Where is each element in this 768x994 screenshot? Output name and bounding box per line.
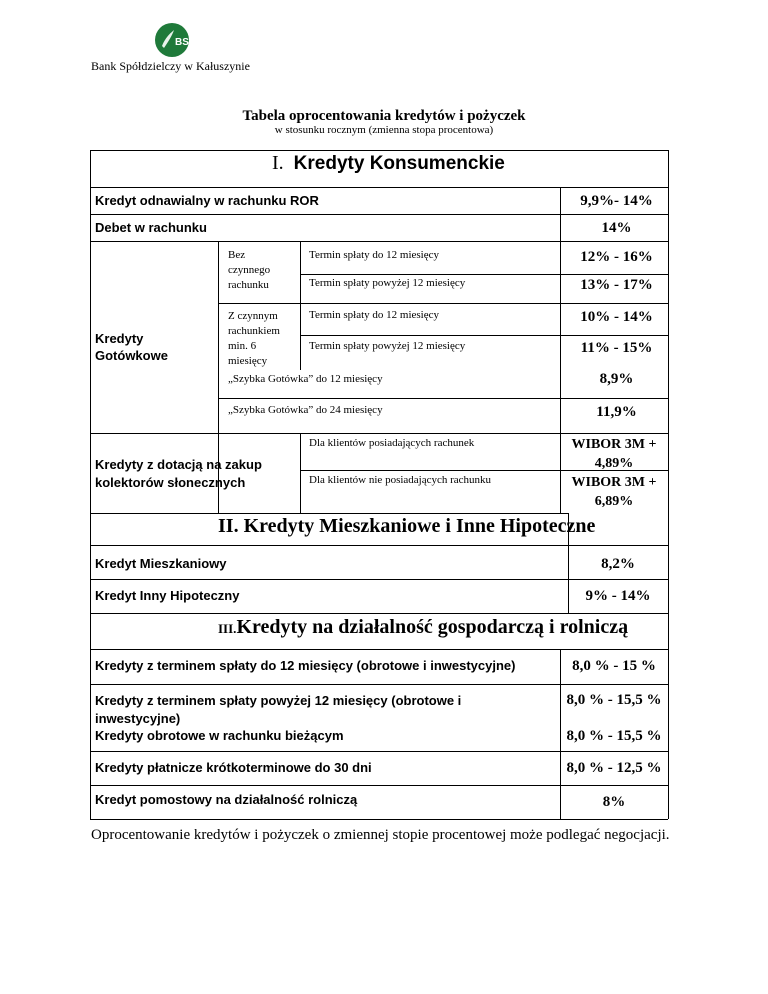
mieszkaniowy-value: 8,2% (601, 556, 635, 572)
debet-value: 14% (601, 220, 632, 236)
section-3-heading (218, 616, 628, 639)
gotowkowe-label-line2: Gotówkowe (95, 348, 168, 363)
dotacja-label-line1: Kredyty z dotacją na zakup (95, 457, 262, 472)
biz-row-1-label: Kredyty z terminem spłaty do 12 miesięcy (obrotowe i inwestycyjne) (95, 658, 516, 673)
szybka-24-value: 11,9% (596, 404, 637, 420)
logo-text: BS (175, 37, 189, 48)
hipoteczny-label: Kredyt Inny Hipoteczny (95, 588, 240, 603)
table-border-left (90, 150, 91, 819)
document-subtitle: w stosunku rocznym (zmienna stopa procentowa) (274, 124, 494, 136)
bez-line2: czynnego (228, 264, 271, 276)
szybka-12-label: „Szybka Gotówka” do 12 miesięcy (228, 373, 383, 385)
biz-row-2-label-l1: Kredyty z terminem spłaty powyżej 12 miesięcy (obrotowe i (95, 693, 462, 708)
dotacja-with-value (560, 435, 668, 473)
dotacja-without-value (560, 473, 668, 511)
table-border-right (668, 150, 669, 819)
biz-row-4-label: Kredyty płatnicze krótkoterminowe do 30 dni (95, 760, 372, 775)
bez-line3: rachunku (228, 279, 269, 291)
bank-name: Bank Spółdzielczy w Kałuszynie (91, 59, 250, 73)
biz-row-2-value: 8,0 % - 15,5 % (566, 692, 662, 708)
section-3-number: III. (218, 621, 237, 636)
z-term-12: Termin spłaty do 12 miesięcy (309, 309, 439, 321)
ror-value: 9,9%- 14% (580, 193, 653, 209)
hipoteczny-value: 9% - 14% (585, 588, 651, 604)
z-rachunkiem-label (228, 309, 280, 369)
biz-row-5-value: 8% (602, 794, 626, 810)
z-line4: miesięcy (228, 355, 268, 367)
biz-row-4-value: 8,0 % - 12,5 % (566, 760, 662, 776)
dotacja-with-value-l1: WIBOR 3M + (571, 437, 657, 452)
z-term-over12: Termin spłaty powyżej 12 miesięcy (309, 340, 466, 352)
section-2-title: II. Kredyty Mieszkaniowe i Inne Hipoteczne (218, 515, 596, 537)
mieszkaniowy-label: Kredyt Mieszkaniowy (95, 556, 227, 571)
biz-row-3-label: Kredyty obrotowe w rachunku bieżącym (95, 728, 344, 743)
bez-term-over12-value: 13% - 17% (580, 277, 653, 293)
biz-row-1-value: 8,0 % - 15 % (572, 658, 656, 674)
biz-row-2-label (95, 692, 461, 728)
bez-line1: Bez (228, 249, 246, 261)
gotowkowe-label-line1: Kredyty (95, 331, 144, 346)
bez-term-over12: Termin spłaty powyżej 12 miesięcy (309, 277, 466, 289)
dotacja-without-value-l1: WIBOR 3M + (571, 475, 657, 490)
bez-term-12: Termin spłaty do 12 miesięcy (309, 249, 439, 261)
bez-rachunku-label (228, 248, 270, 293)
z-line3: min. 6 (228, 340, 257, 352)
dotacja-without-value-l2: 6,89% (594, 494, 634, 509)
document-title: Tabela oprocentowania kredytów i pożyczek (242, 108, 526, 124)
biz-row-5-label: Kredyt pomostowy na działalność rolniczą (95, 792, 358, 807)
szybka-24-label: „Szybka Gotówka” do 24 miesięcy (228, 404, 383, 416)
z-line2: rachunkiem (228, 325, 280, 337)
section-1-heading (272, 152, 505, 175)
debet-label: Debet w rachunku (95, 220, 207, 235)
z-term-12-value: 10% - 14% (580, 309, 653, 325)
z-line1: Z czynnym (228, 310, 278, 322)
section-1-title: Kredyty Konsumenckie (293, 153, 505, 174)
z-term-over12-value: 11% - 15% (580, 340, 653, 356)
dotacja-label-line2: kolektorów słonecznych (95, 475, 246, 490)
bank-logo (154, 22, 190, 58)
biz-row-3-value: 8,0 % - 15,5 % (566, 728, 662, 744)
dotacja-label (95, 456, 262, 492)
section-3-title: Kredyty na działalność gospodarczą i rolniczą (236, 616, 629, 638)
bez-term-12-value: 12% - 16% (580, 249, 653, 265)
dotacja-with-value-l2: 4,89% (594, 456, 634, 471)
footer-note: Oprocentowanie kredytów i pożyczek o zmiennej stopie procentowej może podlegać negocjacji. (91, 827, 670, 843)
dotacja-with-account: Dla klientów posiadających rachunek (309, 437, 475, 449)
ror-label: Kredyt odnawialny w rachunku ROR (95, 193, 319, 208)
dotacja-without-account: Dla klientów nie posiadających rachunku (309, 474, 492, 486)
section-1-number: I. (272, 152, 284, 174)
biz-row-2-label-l2: inwestycyjne) (95, 711, 181, 726)
gotowkowe-label (95, 330, 168, 364)
szybka-12-value: 8,9% (599, 371, 634, 387)
